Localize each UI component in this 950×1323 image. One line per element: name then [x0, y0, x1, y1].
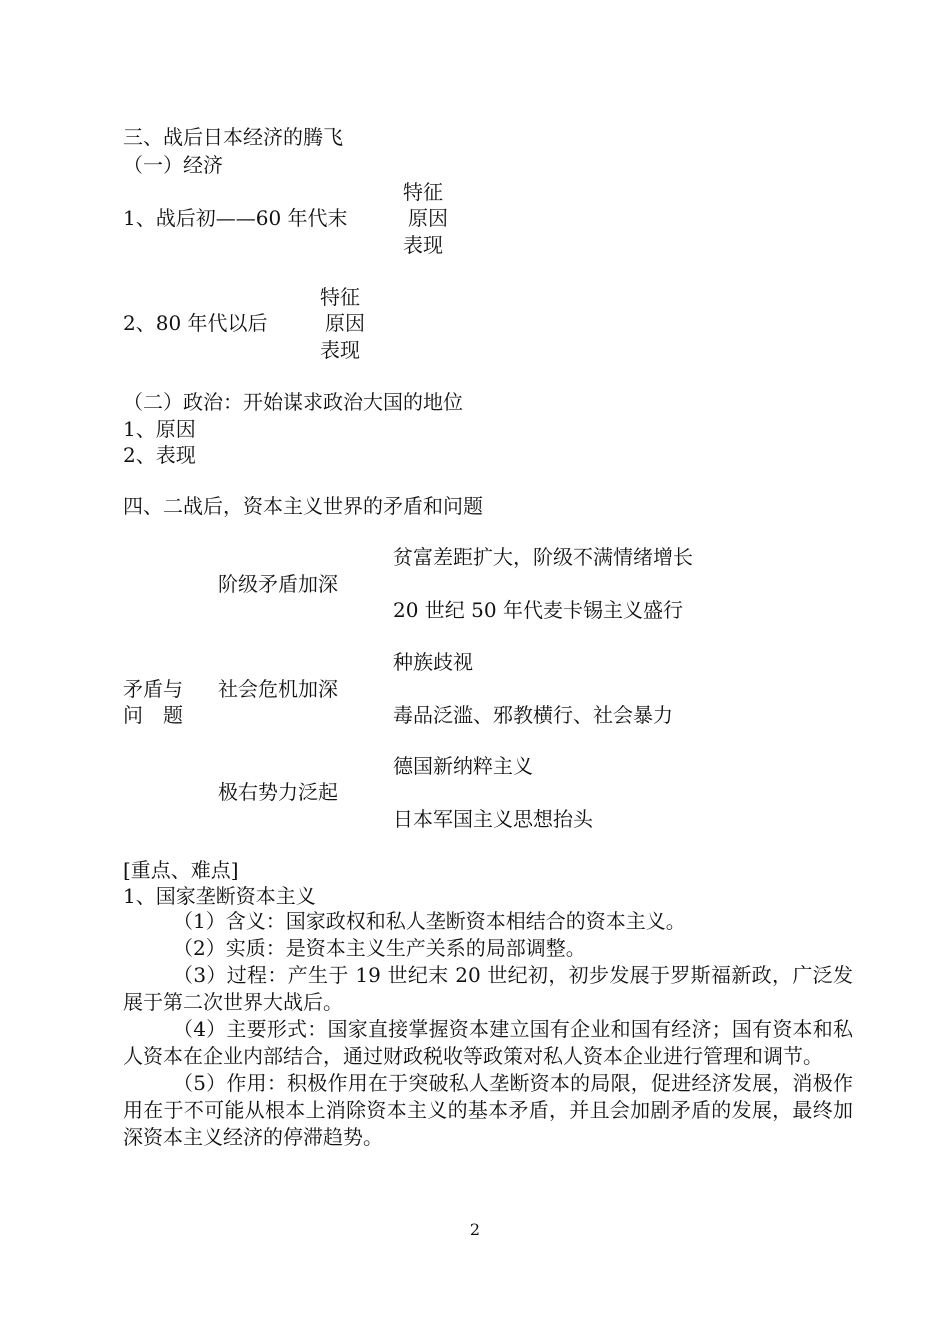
period2-label: 2、80 年代以后	[123, 311, 268, 335]
period1-label: 1、战后初——60 年代末	[123, 206, 348, 230]
paragraph-definition: （1）含义：国家政权和私人垄断资本相结合的资本主义。	[173, 909, 686, 933]
group2-detail-2: 毒品泛滥、邪教横行、社会暴力	[393, 703, 673, 727]
politics-item-cause: 1、原因	[123, 417, 196, 441]
group2-label: 社会危机加深	[218, 677, 338, 701]
paragraph-effects: （5）作用：积极作用在于突破私人垄断资本的局限，促进经济发展，消极作用在于不可能从根本上消除资本主义的基本矛盾，并且会加剧矛盾的发展，最终加深资本主义经济的停滞趋势。	[123, 1071, 853, 1149]
keypoints-heading: [重点、难点]	[123, 858, 239, 882]
group1-detail-2: 20 世纪 50 年代麦卡锡主义盛行	[393, 598, 683, 622]
period1-item-cause: 原因	[408, 206, 448, 230]
section4-title: 四、二战后，资本主义世界的矛盾和问题	[123, 494, 483, 518]
group2-detail-1: 种族歧视	[393, 650, 473, 674]
group3-detail-1: 德国新纳粹主义	[393, 754, 533, 778]
period2-item-feature: 特征	[320, 285, 360, 309]
section3-title: 三、战后日本经济的腾飞	[123, 125, 343, 149]
paragraph-process: （3）过程：产生于 19 世纪末 20 世纪初，初步发展于罗斯福新政，广泛发展于第二次世界大战后。	[123, 963, 853, 1014]
politics-item-performance: 2、表现	[123, 443, 196, 467]
root-label-line2: 问 题	[123, 703, 183, 727]
politics-heading: （二）政治：开始谋求政治大国的地位	[123, 390, 463, 414]
group3-label: 极右势力泛起	[218, 780, 338, 804]
page-number: 2	[469, 1220, 481, 1239]
root-label-line1: 矛盾与	[123, 677, 183, 701]
group1-label: 阶级矛盾加深	[218, 572, 338, 596]
period1-item-performance: 表现	[403, 233, 443, 257]
period1-item-feature: 特征	[403, 180, 443, 204]
period2-item-cause: 原因	[325, 311, 365, 335]
period2-item-performance: 表现	[320, 338, 360, 362]
paragraph-forms: （4）主要形式：国家直接掌握资本建立国有企业和国有经济；国有资本和私人资本在企业内部结合，通过财政税收等政策对私人资本企业进行管理和调节。	[123, 1017, 853, 1068]
paragraph-essence: （2）实质：是资本主义生产关系的局部调整。	[173, 936, 586, 960]
group1-detail-1: 贫富差距扩大，阶级不满情绪增长	[393, 545, 693, 569]
keypoints-item1-title: 1、国家垄断资本主义	[123, 884, 316, 908]
group3-detail-2: 日本军国主义思想抬头	[393, 807, 593, 831]
economy-heading: （一）经济	[123, 153, 223, 177]
